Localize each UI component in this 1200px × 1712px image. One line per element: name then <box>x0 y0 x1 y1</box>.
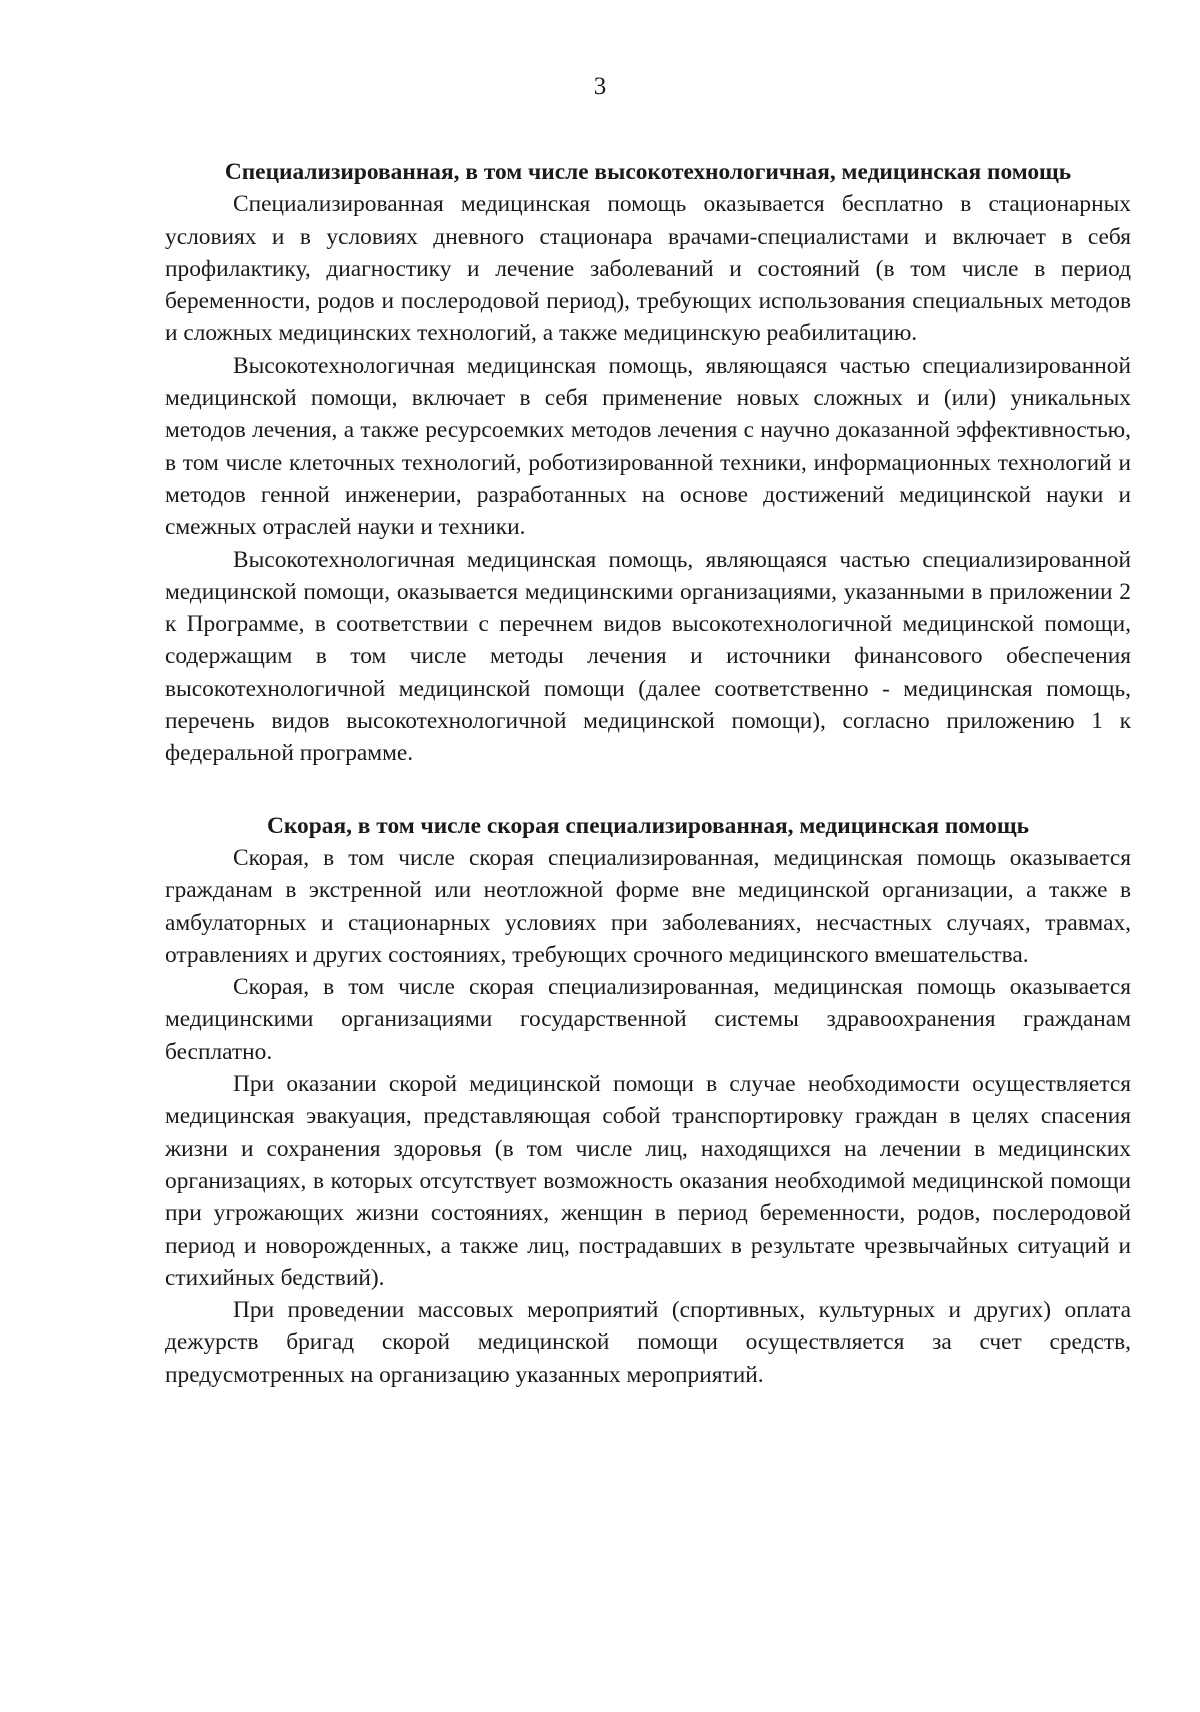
paragraph: Специализированная медицинская помощь оказывается бесплатно в стационарных условиях и в условиях дневного стационара врачами-специалистами и включает в себя профилактику, диагностику и лечение заболеваний и состояний (в том числе в период беременности, родов и послеродовой период), требующих использования специальных методов и сложных медицинских технологий, а также медицинскую реабилитацию. <box>165 191 1131 347</box>
paragraph: При оказании скорой медицинской помощи в случае необходимости осуществляется медицинская эвакуация, представляющая собой транспортировку граждан в целях спасения жизни и сохранения здоровья (в том числе лиц, находящихся на лечении в медицинских организациях, в которых отсутствует возможность оказания необходимой медицинской помощи при угрожающих жизни состояниях, женщин в период беременности, родов, послеродовой период и новорожденных, а также лиц, пострадавших в результате чрезвычайных ситуаций и стихийных бедствий). <box>165 1071 1131 1291</box>
paragraph: Высокотехнологичная медицинская помощь, являющаяся частью специализированной медицинской помощи, оказывается медицинскими организациями, указанными в приложении 2 к Программе, в соответствии с перечнем видов высокотехнологичной медицинской помощи, содержащим в том числе методы лечения и источники финансового обеспечения высокотехнологичной медицинской помощи (далее соответственно - медицинская помощь, перечень видов высокотехнологичной медицинской помощи), согласно приложению 1 к федеральной программе. <box>165 546 1131 767</box>
section-specialized-care <box>165 156 1131 770</box>
section-heading: Скорая, в том числе скорая специализированная, медицинская помощь <box>267 812 1029 839</box>
paragraph: Скорая, в том числе скорая специализированная, медицинская помощь оказывается медицинскими организациями государственной системы здравоохранения гражданам бесплатно. <box>165 974 1131 1065</box>
paragraph: Скорая, в том числе скорая специализированная, медицинская помощь оказывается гражданам в экстренной или неотложной форме вне медицинской организации, а также в амбулаторных и стационарных условиях при заболеваниях, несчастных случаях, травмах, отравлениях и других состояниях, требующих срочного медицинского вмешательства. <box>165 844 1131 968</box>
paragraph: При проведении массовых мероприятий (спортивных, культурных и других) оплата дежурств бригад скорой медицинской помощи осуществляется за счет средств, предусмотренных на организацию указанных мероприятий. <box>165 1297 1131 1388</box>
section-emergency-care <box>165 810 1131 1391</box>
section-heading: Специализированная, в том числе высокотехнологичная, медицинская помощь <box>224 159 1072 185</box>
page-number: 3 <box>593 73 607 100</box>
paragraph: Высокотехнологичная медицинская помощь, являющаяся частью специализированной медицинской помощи, включает в себя применение новых сложных и (или) уникальных методов лечения, а также ресурсоемких методов лечения с научно доказанной эффективностью, в том числе клеточных технологий, роботизированной техники, информационных технологий и методов генной инженерии, разработанных на основе достижений медицинской науки и смежных отраслей науки и техники. <box>165 352 1131 541</box>
section-divider-space <box>165 770 1131 810</box>
document-body <box>165 156 1131 1391</box>
